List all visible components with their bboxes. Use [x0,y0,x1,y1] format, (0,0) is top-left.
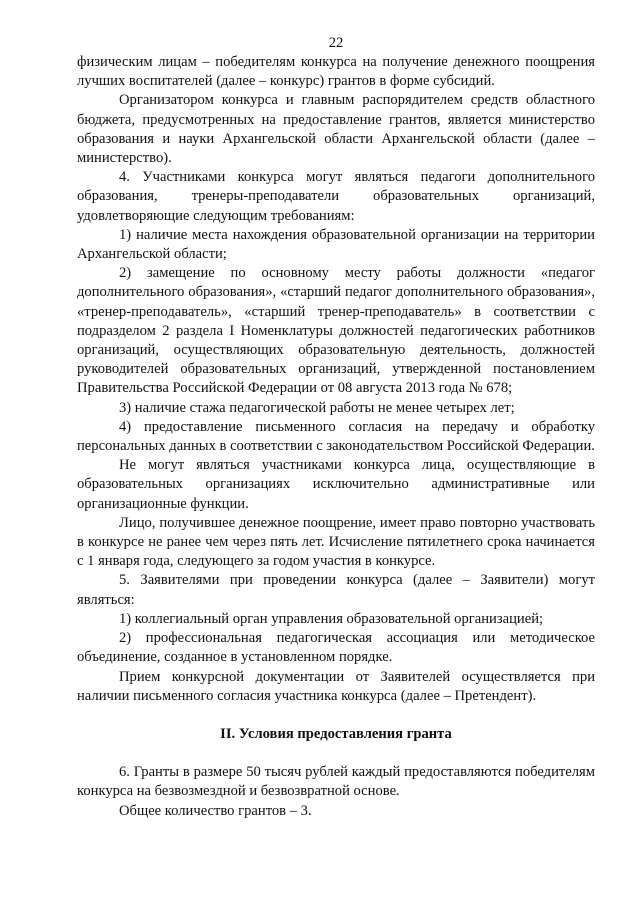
paragraph-acceptance: Прием конкурсной документации от Заявителей осуществляется при наличии письменного согласия участника конкурса (далее – Претендент). [77,668,595,704]
paragraph-repeat-participation: Лицо, получившее денежное поощрение, имеет право повторно участвовать в конкурсе не ранее чем через пять лет. Исчисление пятилетнего срока начинается с 1 января года, следующего за годом участия в конкурсе. [77,514,595,570]
section-heading: II. Условия предоставления гранта [220,725,452,742]
paragraph-clause-6: 6. Гранты в размере 50 тысяч рублей каждый предоставляются победителям конкурса на безвозмездной и безвозвратной основе. [77,764,595,800]
document-page [77,34,595,821]
paragraph-clause-5: 5. Заявителями при проведении конкурса (далее – Заявители) могут являться: [77,572,595,608]
list-item-applicant-2: 2) профессиональная педагогическая ассоциация или методическое объединение, созданное в установленном порядке. [77,630,595,666]
list-item-requirement-3: 3) наличие стажа педагогической работы не менее четырех лет; [119,399,515,416]
list-item-requirement-4: 4) предоставление письменного согласия на передачу и обработку персональных данных в соответствии с законодательством Российской Федерации. [77,418,595,455]
list-item-requirement-2: 2) замещение по основному месту работы должности «педагог дополнительного образования», «старший педагог дополнительного образования», «тренер-преподаватель», «старший тренер-преподаватель» в соответствии с подразделом 2 раздела I Номенклатуры должностей педагогических работников организаций, осуществляющих образовательную деятельность, должностей руководителей образовательных организаций, утвержденной постановлением Правительства Российской Федерации от 08 августа 2013 года № 678; [77,265,595,397]
page-number: 22 [328,35,344,51]
paragraph-exclusion: Не могут являться участниками конкурса лица, осуществляющие в образовательных организациях исключительно административные или организационные функции. [77,457,595,512]
paragraph-grant-count: Общее количество грантов – 3. [119,802,312,819]
list-item-applicant-1: 1) коллегиальный орган управления образовательной организацией; [119,610,544,627]
list-item-requirement-1: 1) наличие места нахождения образовательной организации на территории Архангельской области; [77,226,595,263]
paragraph-organizer: Организатором конкурса и главным распорядителем средств областного бюджета, предусмотренных на предоставление грантов, является министерство образования и науки Архангельской области Архангельской области (далее – министерство). [77,92,595,167]
paragraph-intro-continuation: физическим лицам – победителям конкурса на получение денежного поощрения лучших воспитателей (далее – конкурс) грантов в форме субсидий. [77,54,595,90]
paragraph-clause-4: 4. Участниками конкурса могут являться педагоги дополнительного образования, тренеры-преподаватели образовательных организаций, удовлетворяющие следующим требованиям: [77,169,595,224]
